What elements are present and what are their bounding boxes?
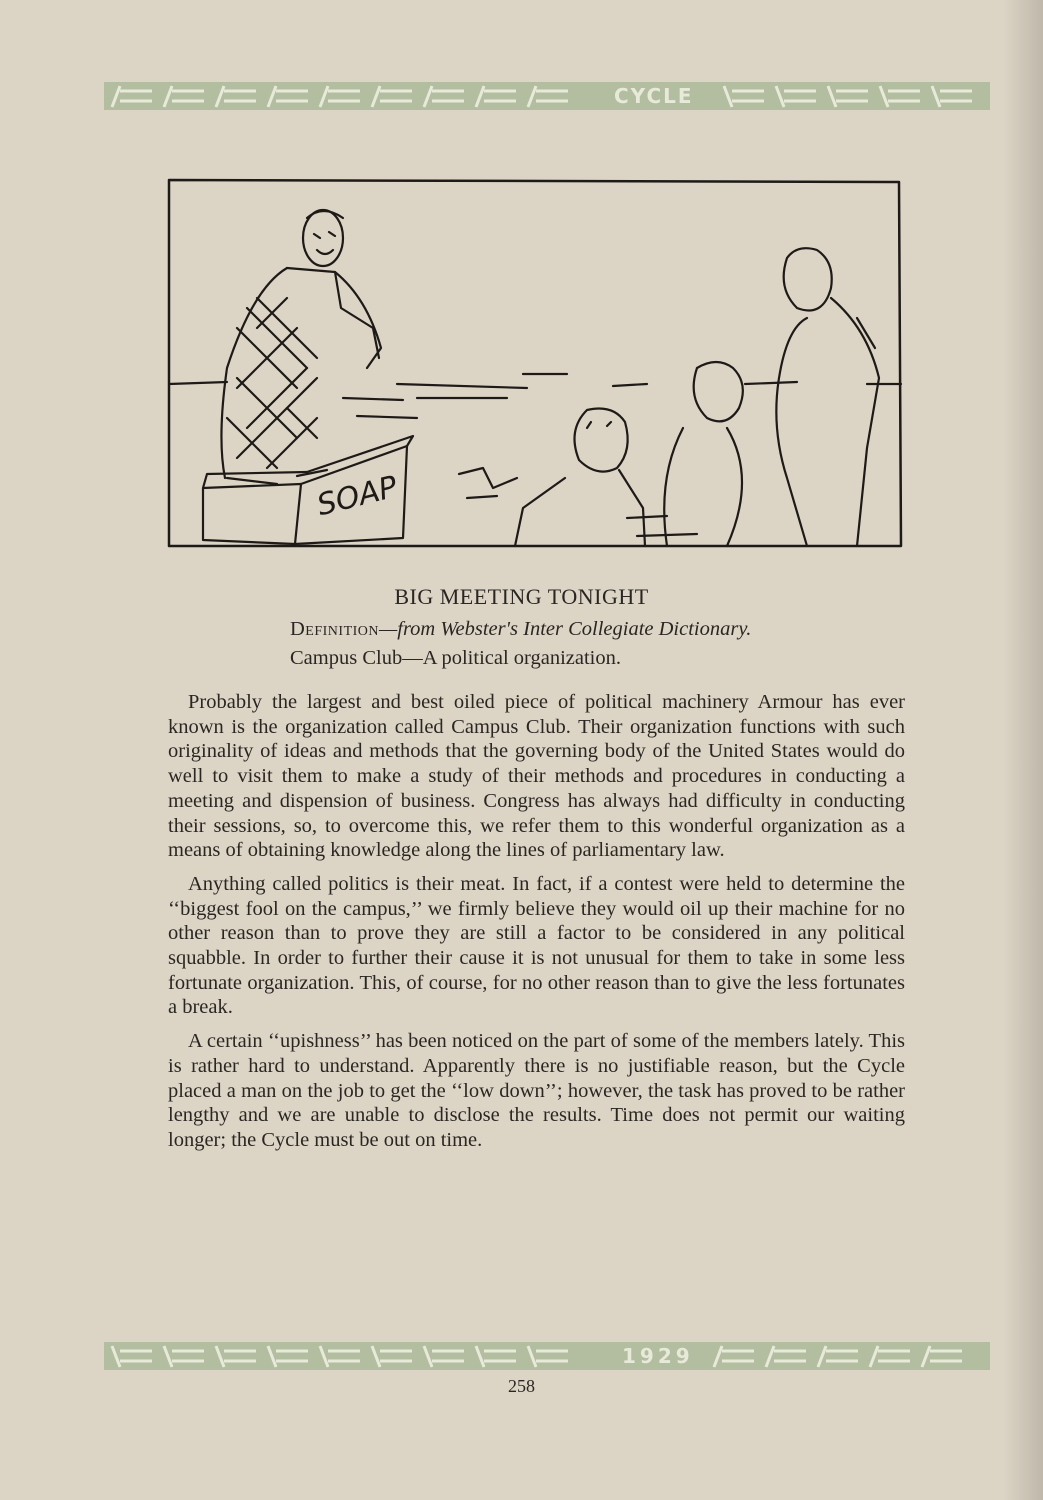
paragraph-2: Anything called politics is their meat. In fact, if a contest were held to determine the ‘‘biggest fool on the campus,’’ we firmly believe they would oil up their machine for no other reason than to prove they are still a factor to be considered in any political squabble. In order to further their cause it is not unusual for them to take in some less fortunate organization. This, of course, for no other reason than to give the less fortunates a break. — [168, 872, 905, 1019]
definition-line — [290, 618, 751, 641]
footer-ornament-pattern — [104, 1342, 990, 1370]
header-ornament-title: CYCLE — [604, 83, 704, 109]
definition-entry: Campus Club—A political organization. — [290, 647, 622, 669]
cartoon-illustration — [167, 178, 903, 550]
page-edge-shadow — [1003, 0, 1043, 1500]
definition-source: —from Webster's Inter Collegiate Dictionary. — [379, 618, 752, 640]
cartoon-caption: BIG MEETING TONIGHT — [394, 584, 649, 609]
paragraph-1: Probably the largest and best oiled piece of political machinery Armour has ever known is the organization called Campus Club. Their organization functions with such originality of ideas and methods that the governing body of the United States would do well to visit them to make a study of their methods and procedures in conducting a meeting and dispension of business. Congress has always had difficulty in conducting their sessions, so, to overcome this, we refer them to this wonderful organization as a means of obtaining knowledge along the lines of parliamentary law. — [168, 691, 905, 862]
definition-label: Definition — [290, 618, 380, 640]
footer-ornament-year: 1929 — [612, 1343, 704, 1369]
page-number: 258 — [508, 1376, 535, 1396]
header-ornament-pattern — [104, 82, 990, 110]
listener-figure-1 — [459, 409, 645, 547]
paragraph-3: A certain ‘‘upishness’’ has been noticed on the part of some of the members lately. This is rather hard to understand. Apparently there is no justifiable reason, but the Cycle placed a man on the job to get the ‘‘low down’’; however, the task has proved to be rather lengthy and we are unable to disclose the results. Time does not permit our waiting longer; the Cycle must be out on time. — [168, 1030, 905, 1151]
listener-figure-3 — [776, 248, 879, 546]
header-ornament-band — [104, 82, 990, 110]
speaker-figure — [221, 210, 417, 484]
footer-ornament-band — [104, 1342, 990, 1370]
article-body — [168, 690, 905, 1162]
soapbox-label: SOAP — [313, 469, 401, 524]
